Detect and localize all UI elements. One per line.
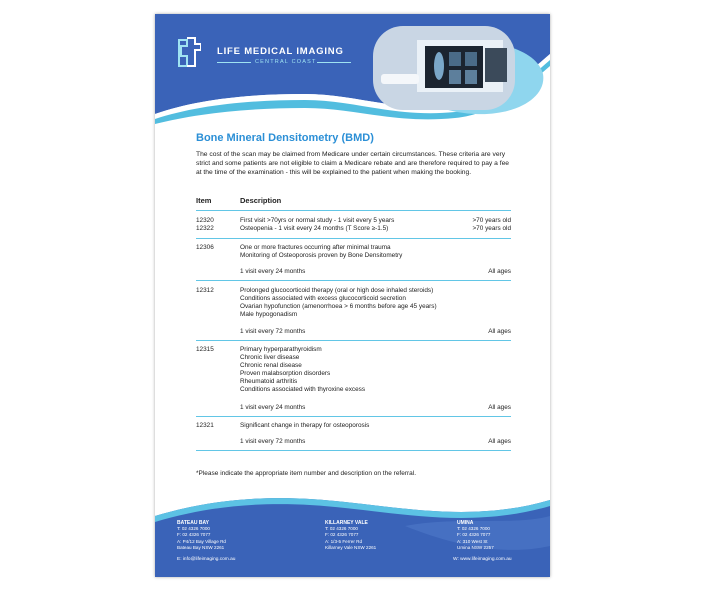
item-number: 12322 (196, 225, 214, 232)
office-address: Killarney Vale NSW 2261 (325, 544, 377, 550)
table-divider (196, 450, 511, 451)
website-link[interactable]: W: www.lifeimaging.com.au (453, 557, 512, 562)
office-name: UMINA (457, 520, 474, 526)
office-phone: T: 02 4326 7000 (325, 526, 358, 532)
intro-paragraph: The cost of the scan may be claimed from Medicare under certain circumstances. These criteria are very strict and some patients are not eligible to claim a Medicare rebate and are therefore required to pay a fee at the time of the examination - this will be explained to the patient when making the booking. (196, 151, 510, 176)
office-address: Umina NSW 2257 (457, 544, 494, 550)
divider (217, 62, 251, 63)
criteria-line: One or more fractures occurring after minimal trauma (240, 244, 391, 251)
table-divider (196, 340, 511, 341)
office-fax: F: 02 4326 7077 (177, 532, 211, 538)
criteria-line: Primary hyperparathyroidism (240, 346, 322, 353)
table-divider (196, 416, 511, 417)
office-address: A: 310 West St (457, 538, 488, 544)
logo-icon (173, 36, 201, 70)
criteria-line: Chronic renal disease (240, 362, 302, 369)
age-eligibility: All ages (488, 268, 511, 275)
footnote: *Please indicate the appropriate item number and description on the referral. (196, 470, 417, 477)
criteria-line: Prolonged glucocorticoid therapy (oral or high dose inhaled steroids) (240, 287, 434, 294)
age-eligibility: >70 years old (472, 225, 511, 232)
criteria-line: Conditions associated with thyroxine excess (240, 386, 366, 393)
item-number: 12315 (196, 346, 214, 353)
office-fax: F: 02 4326 7077 (325, 532, 359, 538)
item-description: Osteopenia - 1 visit every 24 months (T Score ≥-1.5) (240, 225, 389, 232)
item-number: 12312 (196, 287, 214, 294)
office-address: A: 1/3-5 Ferrer Rd (325, 538, 363, 544)
criteria-line: Significant change in therapy for osteoporosis (240, 422, 370, 429)
document-page (155, 14, 550, 577)
visit-frequency: 1 visit every 24 months (240, 404, 306, 411)
document-title: Bone Mineral Densitometry (BMD) (196, 132, 374, 144)
criteria-line: Monitoring of Osteoporosis proven by Bone Densitometry (240, 252, 403, 259)
age-eligibility: All ages (488, 438, 511, 445)
visit-frequency: 1 visit every 24 months (240, 268, 306, 275)
age-eligibility: All ages (488, 328, 511, 335)
table-divider (196, 210, 511, 211)
office-phone: T: 02 4326 7000 (457, 526, 490, 532)
brand-subtitle: CENTRAL COAST (255, 59, 317, 65)
office-bateau-bay (177, 520, 226, 551)
office-name: KILLARNEY VALE (325, 520, 368, 526)
table-divider (196, 280, 511, 281)
item-number: 12321 (196, 422, 214, 429)
visit-frequency: 1 visit every 72 months (240, 438, 306, 445)
criteria-line: Chronic liver disease (240, 354, 300, 361)
office-umina (457, 520, 494, 551)
item-number: 12320 (196, 217, 214, 224)
email-link[interactable]: E: info@lifeimaging.com.au (177, 557, 236, 562)
office-phone: T: 02 4326 7000 (177, 526, 210, 532)
column-header-item: Item (196, 196, 212, 205)
criteria-line: Ovarian hypofunction (amenorrhoea > 6 months before age 45 years) (240, 303, 437, 310)
item-number: 12306 (196, 244, 214, 251)
table-divider (196, 238, 511, 239)
scanner-photo (373, 26, 515, 110)
criteria-line: Conditions associated with excess glucocorticoid secretion (240, 295, 406, 302)
brand-name: LIFE MEDICAL IMAGING (217, 46, 344, 57)
age-eligibility: >70 years old (472, 217, 511, 224)
office-name: BATEAU BAY (177, 520, 209, 526)
criteria-line: Proven malabsorption disorders (240, 370, 331, 377)
criteria-line: Rheumatoid arthritis (240, 378, 298, 385)
criteria-line: Male hypogonadism (240, 311, 298, 318)
office-killarney-vale (325, 520, 376, 551)
column-header-description: Description (240, 196, 282, 205)
visit-frequency: 1 visit every 72 months (240, 328, 306, 335)
divider (317, 62, 351, 63)
item-description: First visit >70yrs or normal study - 1 visit every 5 years (240, 217, 395, 224)
office-fax: F: 02 4326 7077 (457, 532, 491, 538)
header-banner (155, 14, 550, 124)
office-address: A: P4/12 Bay Village Rd (177, 538, 226, 544)
age-eligibility: All ages (488, 404, 511, 411)
office-address: Bateau Bay NSW 2261 (177, 544, 225, 550)
